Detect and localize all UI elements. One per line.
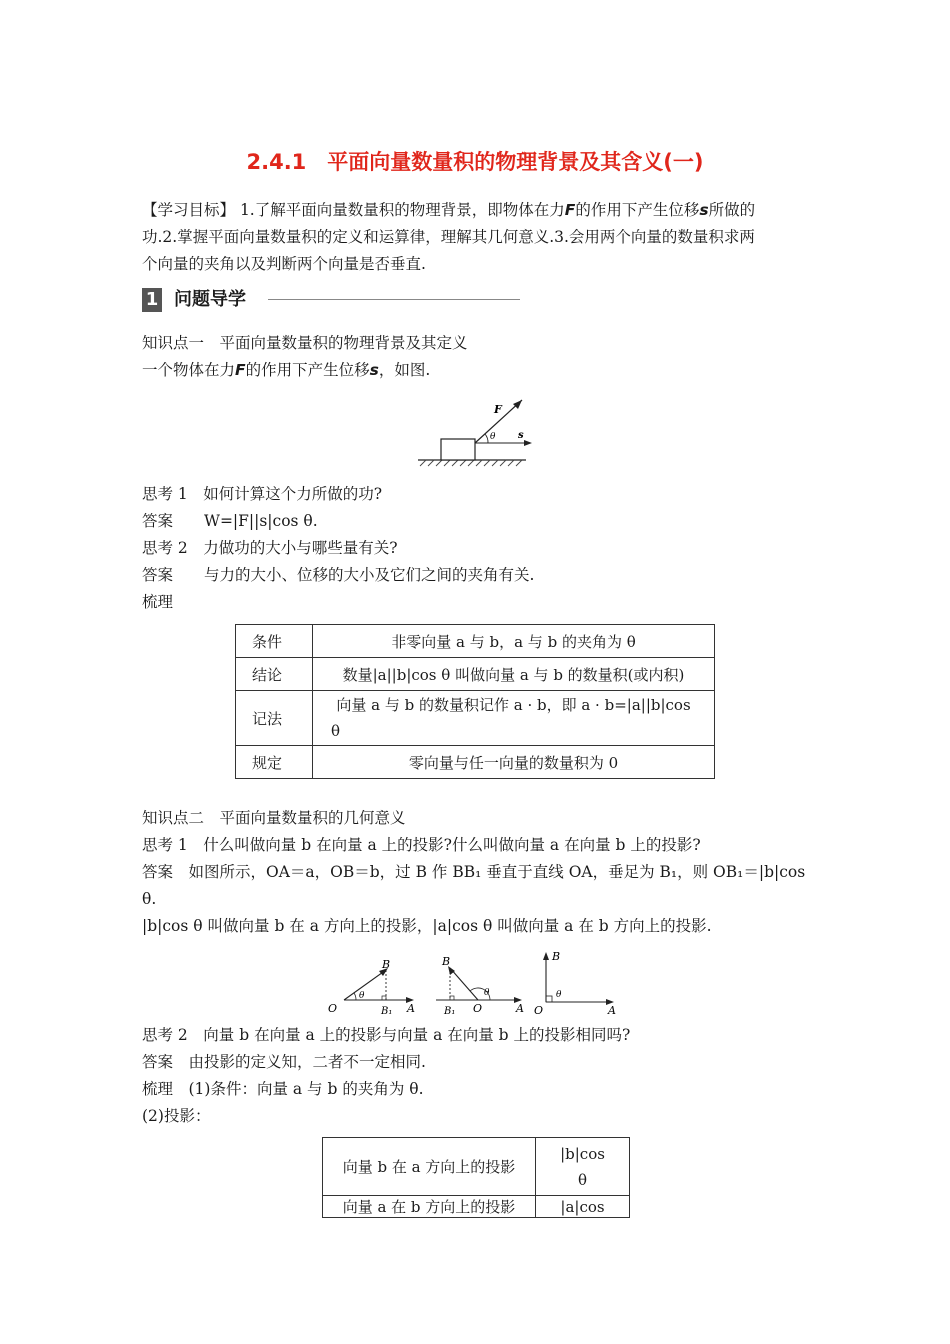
kp1-qa [142,481,810,616]
force-symbol: F [235,361,246,379]
kp1-summary-label: 梳理 [142,593,174,611]
kp1-think-1: 思考 1 如何计算这个力所做的功? [142,485,383,503]
kp1-block [142,330,810,384]
table-cell [536,1138,630,1196]
answer-text: 如图所示，OA＝a，OB＝b，过 B 作 BB₁ 垂直于直线 OA，垂足为 B₁，则 OB₁＝|b|cos [188,863,806,881]
table-row [323,1196,630,1218]
answer-text: 与力的大小、位移的大小及它们之间的夹角有关. [204,566,535,584]
kp2-heading: 知识点二 平面向量数量积的几何意义 [142,809,406,827]
section-divider [268,299,520,300]
svg-text:A: A [407,1002,415,1015]
table-cell: 零向量与任一向量的数量积为 0 [313,746,715,779]
answer-label: 答案 [142,1053,174,1071]
table-label: 结论 [236,658,313,691]
objectives-line-3: 个向量的夹角以及判断两个向量是否垂直. [142,255,426,273]
projection-figure-obtuse [436,955,524,1016]
svg-text:O: O [534,1004,544,1016]
angle-label: θ [490,432,496,442]
kp2-answer-1 [142,859,810,886]
force-displacement-figure [410,394,540,468]
kp2-summary-2: (2)投影： [142,1107,211,1125]
table-label: 规定 [236,746,313,779]
projection-figures [320,948,630,1016]
answer-label: 答案 [142,566,174,584]
force-symbol: F [564,201,576,219]
answer-text: W=|F||s|cos θ. [204,512,318,530]
table-row [236,658,715,691]
projection-table [322,1137,630,1218]
svg-text:O: O [473,1002,483,1015]
kp1-heading: 知识点一 平面向量数量积的物理背景及其定义 [142,334,468,352]
svg-text:B: B [552,950,561,963]
kp2-answer-2 [142,1049,810,1076]
kp1-intro-text: 一个物体在力 [142,361,236,379]
ground-hatching [420,460,522,466]
kp2-block [142,805,810,940]
table-cell: |a|cos [536,1196,630,1218]
svg-text:B₁: B₁ [444,1006,456,1016]
objectives-text: 的作用下产生位移 [575,201,700,219]
kp2-summary-1: 梳理 (1)条件：向量 a 与 b 的夹角为 θ. [142,1080,424,1098]
table-cell: 非零向量 a 与 b，a 与 b 的夹角为 θ [313,625,715,658]
table-label: 向量 b 在 a 方向上的投影 [323,1138,536,1196]
table-cell: 数量|a||b|cos θ 叫做向量 a 与 b 的数量积(或内积) [313,658,715,691]
objectives-text: 1.了解平面向量数量积的物理背景，即物体在力 [235,201,565,219]
definition-table [235,624,715,779]
displacement-arrowhead [524,440,532,446]
table-row [323,1138,630,1196]
table-label: 记法 [236,691,313,746]
projection-figure-right [534,950,616,1016]
table-label: 向量 a 在 b 方向上的投影 [323,1196,536,1218]
kp1-intro [142,357,810,384]
kp1-answer-2 [142,562,810,589]
objectives-text: 所做的 [708,201,756,219]
svg-text:B₁: B₁ [381,1006,393,1016]
svg-text:θ: θ [556,990,562,1000]
kp1-intro-text: 的作用下产生位移 [245,361,370,379]
displacement-symbol: s [369,361,379,379]
answer-text: 由投影的定义知，二者不一定相同. [188,1053,426,1071]
table-cell-line: θ [331,722,341,740]
kp2-think-2: 思考 2 向量 b 在向量 a 上的投影与向量 a 在向量 b 上的投影相同吗? [142,1026,631,1044]
objectives-line-1 [142,197,810,224]
objectives-line-2: 功.2.掌握平面向量数量积的定义和运算律，理解其几何意义.3.会用两个向量的数量积求两 [142,228,755,246]
table-row [236,746,715,779]
answer-label: 答案 [142,512,174,530]
table-row [236,691,715,746]
kp2-qa [142,1022,810,1130]
svg-text:B: B [382,958,391,971]
projection-figure-acute [328,958,415,1016]
answer-label: 答案 [142,863,174,881]
objectives [142,197,810,278]
svg-text:A: A [516,1002,524,1015]
table-label: 条件 [236,625,313,658]
table-cell-line: θ [577,1170,588,1189]
displacement-symbol: s [699,201,709,219]
kp2-think-1: 思考 1 什么叫做向量 b 在向量 a 上的投影?什么叫做向量 a 在向量 b 上的投影? [142,836,701,854]
section-number-badge: 1 [142,288,162,312]
displacement-label: s [518,430,524,441]
section-title: 问题导学 [174,289,246,310]
angle-arc [485,434,488,443]
kp2-answer-1-cont: θ. [142,890,157,908]
svg-text:θ: θ [359,991,365,1001]
page-title: 2.4.1 平面向量数量积的物理背景及其含义(一) [246,150,704,174]
objectives-label: 【学习目标】 [142,201,236,219]
svg-text:A: A [608,1004,616,1016]
table-cell-line: 向量 a 与 b 的数量积记作 a · b，即 a · b=|a||b|cos [336,696,691,714]
kp1-think-2: 思考 2 力做功的大小与哪些量有关? [142,539,398,557]
force-label: F [494,403,502,416]
svg-text:O: O [328,1002,338,1015]
kp1-answer-1 [142,508,810,535]
block [441,439,475,460]
svg-text:θ: θ [484,988,490,998]
table-cell-line: |b|cos [560,1144,605,1163]
table-cell [313,691,715,746]
table-row [236,625,715,658]
kp1-intro-text: ，如图. [378,361,431,379]
svg-text:B: B [442,955,451,968]
kp2-projection-definition: |b|cos θ 叫做向量 b 在 a 方向上的投影，|a|cos θ 叫做向量 a 在 b 方向上的投影. [142,917,712,935]
